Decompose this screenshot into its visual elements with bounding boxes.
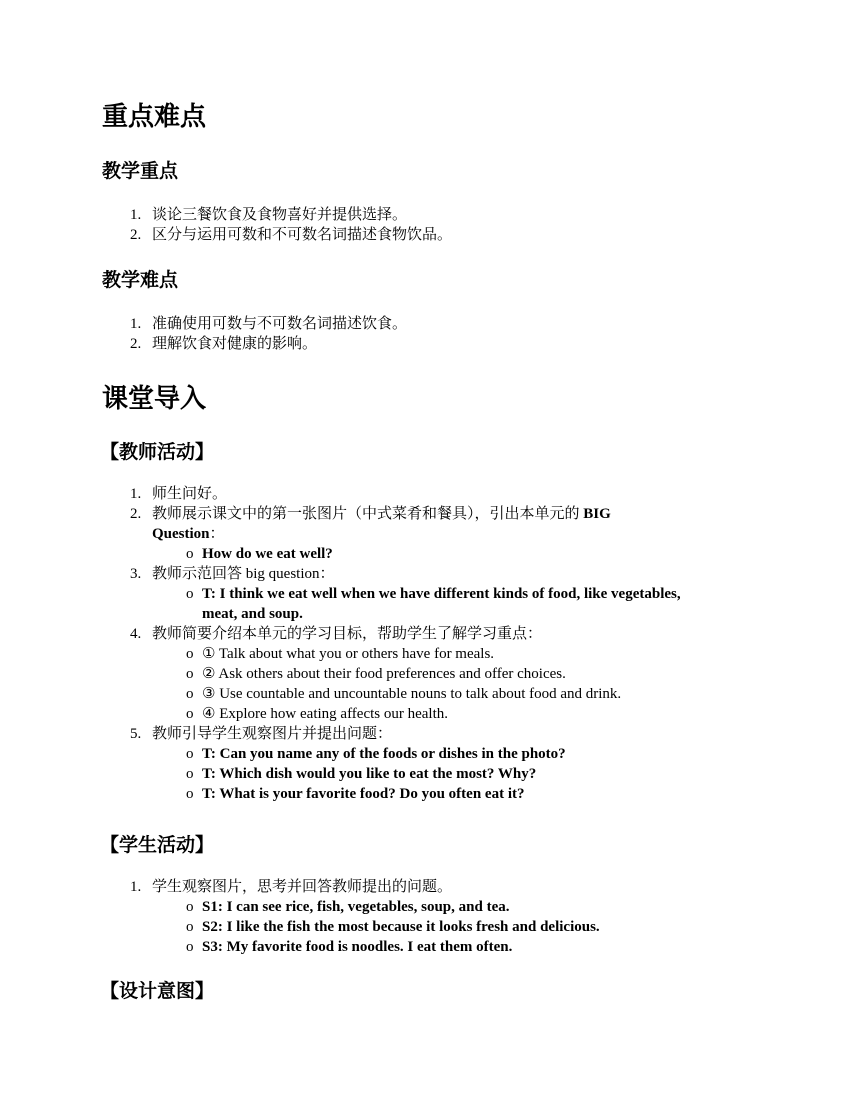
- focus-list: [102, 205, 762, 245]
- list-item: 1. 谈论三餐饮食及食物喜好并提供选择。: [130, 207, 408, 223]
- sub-list-item: o S3: My favorite food is noodles. I eat them often.: [186, 939, 513, 955]
- sub-list-item: o How do we eat well?: [186, 546, 333, 562]
- section-title-intro: 课堂导入: [102, 384, 207, 413]
- heading-teacher-activity: 【教师活动】: [100, 442, 215, 463]
- difficulty-list: [102, 314, 762, 354]
- student-activity-list: [102, 877, 762, 957]
- heading-design-intent: 【设计意图】: [100, 981, 215, 1002]
- heading-teaching-focus: 教学重点: [102, 161, 179, 182]
- section-title-key-difficult: 重点难点: [102, 102, 207, 131]
- sub-list-item: o ④ Explore how eating affects our health.: [186, 706, 449, 722]
- list-item: 1. 准确使用可数与不可数名词描述饮食。: [130, 316, 408, 332]
- sub-list-item: o T: Which dish would you like to eat the most? Why?: [186, 766, 537, 782]
- sub-list-item: o T: Can you name any of the foods or dishes in the photo?: [186, 746, 566, 762]
- list-item: 4. 教师简要介绍本单元的学习目标，帮助学生了解学习重点：: [130, 626, 543, 642]
- list-item: 2. 教师展示课文中的第一张图片（中式菜肴和餐具），引出本单元的 BIG Question：: [130, 506, 611, 542]
- list-item: 5. 教师引导学生观察图片并提出问题：: [130, 726, 393, 742]
- sub-list-item: o T: I think we eat well when we have different kinds of food, like vegetables, meat, and soup.: [186, 586, 681, 622]
- heading-teaching-difficulty: 教学难点: [102, 270, 179, 291]
- list-item: 1. 学生观察图片，思考并回答教师提出的问题。: [130, 879, 453, 895]
- teacher-activity-list: [102, 484, 762, 804]
- sub-list-item: o S2: I like the fish the most because it looks fresh and delicious.: [186, 919, 600, 935]
- list-item: 1. 师生问好。: [130, 486, 228, 502]
- list-item: 2. 区分与运用可数和不可数名词描述食物饮品。: [130, 227, 453, 243]
- sub-list-item: o T: What is your favorite food? Do you often eat it?: [186, 786, 525, 802]
- sub-list-item: o ① Talk about what you or others have for meals.: [186, 646, 495, 662]
- list-item: 2. 理解饮食对健康的影响。: [130, 336, 318, 352]
- sub-list-item: o ③ Use countable and uncountable nouns to talk about food and drink.: [186, 686, 622, 702]
- sub-list-item: o S1: I can see rice, fish, vegetables, soup, and tea.: [186, 899, 510, 915]
- list-item: 3. 教师示范回答 big question：: [130, 566, 335, 582]
- heading-student-activity: 【学生活动】: [100, 835, 215, 856]
- sub-list-item: o ② Ask others about their food preferences and offer choices.: [186, 666, 566, 682]
